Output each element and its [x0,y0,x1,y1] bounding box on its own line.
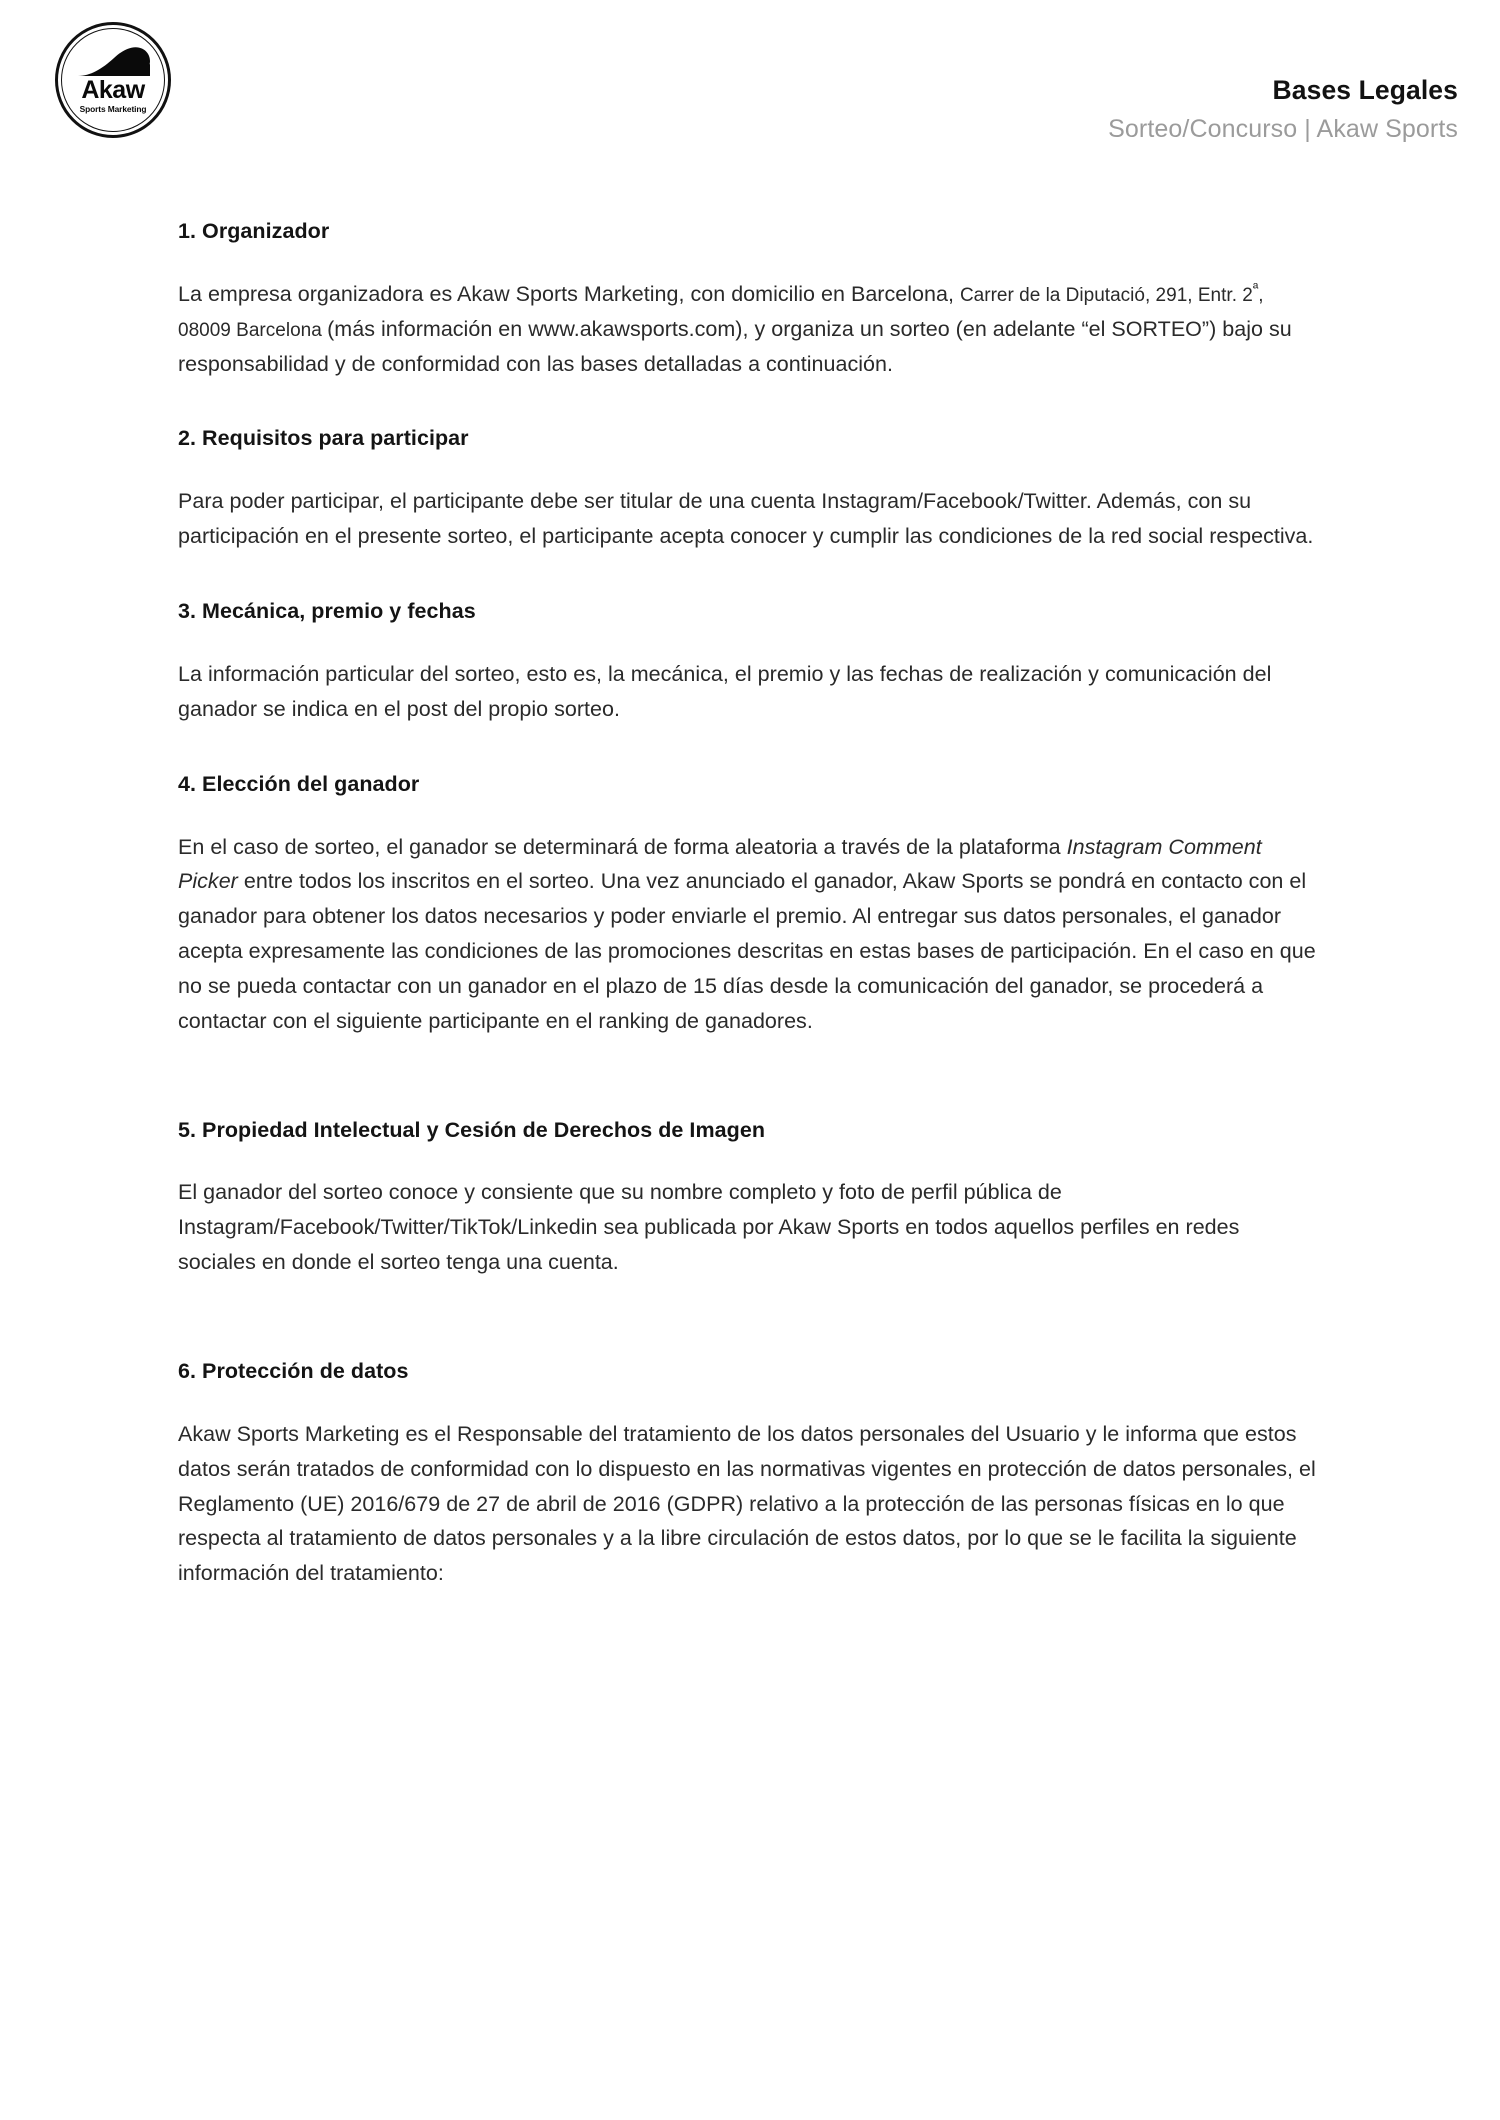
section-paragraph-organizador [178,277,1318,381]
document-body [178,218,1318,1591]
section-paragraph-mecanica: La información particular del sorteo, esto es, la mecánica, el premio y las fechas de realización y comunicación del ganador se indica en el post del propio sorteo. [178,661,1272,721]
logo-mark [65,32,161,128]
platform-name-emphasis: Instagram Comment Picker [178,834,1262,894]
header-titles [1108,22,1458,146]
section-paragraph-requisitos: Para poder participar, el participante debe ser titular de una cuenta Instagram/Facebook/Twitter. Además, con su participación en el presente sorteo, el participante acepta conocer y cumplir las condiciones de la red social respectiva. [178,489,1314,549]
address-ordinal: ª [1252,280,1259,297]
paragraph-lead: La empresa organizadora es Akaw Sports Marketing, con domicilio en Barcelona, [178,281,960,306]
section-heading-mecanica: 3. Mecánica, premio y fechas [178,599,476,624]
section-heading-organizador: 1. Organizador [178,219,330,243]
paragraph-tail: entre todos los inscritos en el sorteo. Una vez anunciado el ganador, Akaw Sports se pondrá en contacto con el ganador para obtener los datos necesarios y poder enviarle el premio. Al entregar sus datos personales, el ganador acepta expresamente las condiciones de las promociones descritas en estas bases de participación. En el caso en que no se pueda contactar con un ganador en el plazo de 15 días desde la comunicación del ganador, se procederá a contactar con el siguiente participante en el ranking de ganadores. [178,869,1316,1033]
page-subtitle: Sorteo/Concurso | Akaw Sports [1108,115,1458,144]
section-paragraph-propiedad-intelectual: El ganador del sorteo conoce y consiente que su nombre completo y foto de perfil pública de Instagram/Facebook/Twitter/TikTok/Linkedin sea publicada por Akaw Sports en todos aquellos perfiles en redes sociales en donde el sorteo tenga una cuenta. [178,1180,1240,1275]
wave-icon [76,47,150,77]
section-heading-proteccion-datos: 6. Protección de datos [178,1358,409,1383]
section-heading-eleccion-ganador: 4. Elección del ganador [178,771,420,796]
document-header [0,0,1500,190]
section-heading-requisitos: 2. Requisitos para participar [178,426,469,451]
logo-wordmark: Akaw [81,75,145,104]
paragraph-tail: (más información en www.akawsports.com), y organiza un sorteo (en adelante “el SORTEO”) bajo su responsabilidad y de conformidad con las bases detalladas a continuación. [178,316,1292,376]
paragraph-lead: En el caso de sorteo, el ganador se determinará de forma aleatoria a través de la plataforma [178,834,1067,859]
section-heading-propiedad-intelectual: 5. Propiedad Intelectual y Cesión de Derechos de Imagen [178,1117,766,1142]
akaw-logo [55,22,171,138]
address-small-part-1: Carrer de la Diputació, 291, Entr. 2 [959,284,1253,306]
section-paragraph-proteccion-datos: Akaw Sports Marketing es el Responsable del tratamiento de los datos personales del Usuario y le informa que estos datos serán tratados de conformidad con lo dispuesto en las normativas vigentes en protección de datos personales, el Reglamento (UE) 2016/679 de 27 de abril de 2016 (GDPR) relativo a la protección de las personas físicas en lo que respecta al tratamiento de datos personales y a la libre circulación de estos datos, por lo que se le facilita la siguiente información del tratamiento: [178,1421,1316,1586]
page-title: Bases Legales [1272,75,1458,105]
address-small-part-2: , 08009 Barcelona [178,284,1264,341]
section-paragraph-eleccion-ganador [178,830,1318,1039]
logo-tagline: Sports Marketing [79,103,147,114]
